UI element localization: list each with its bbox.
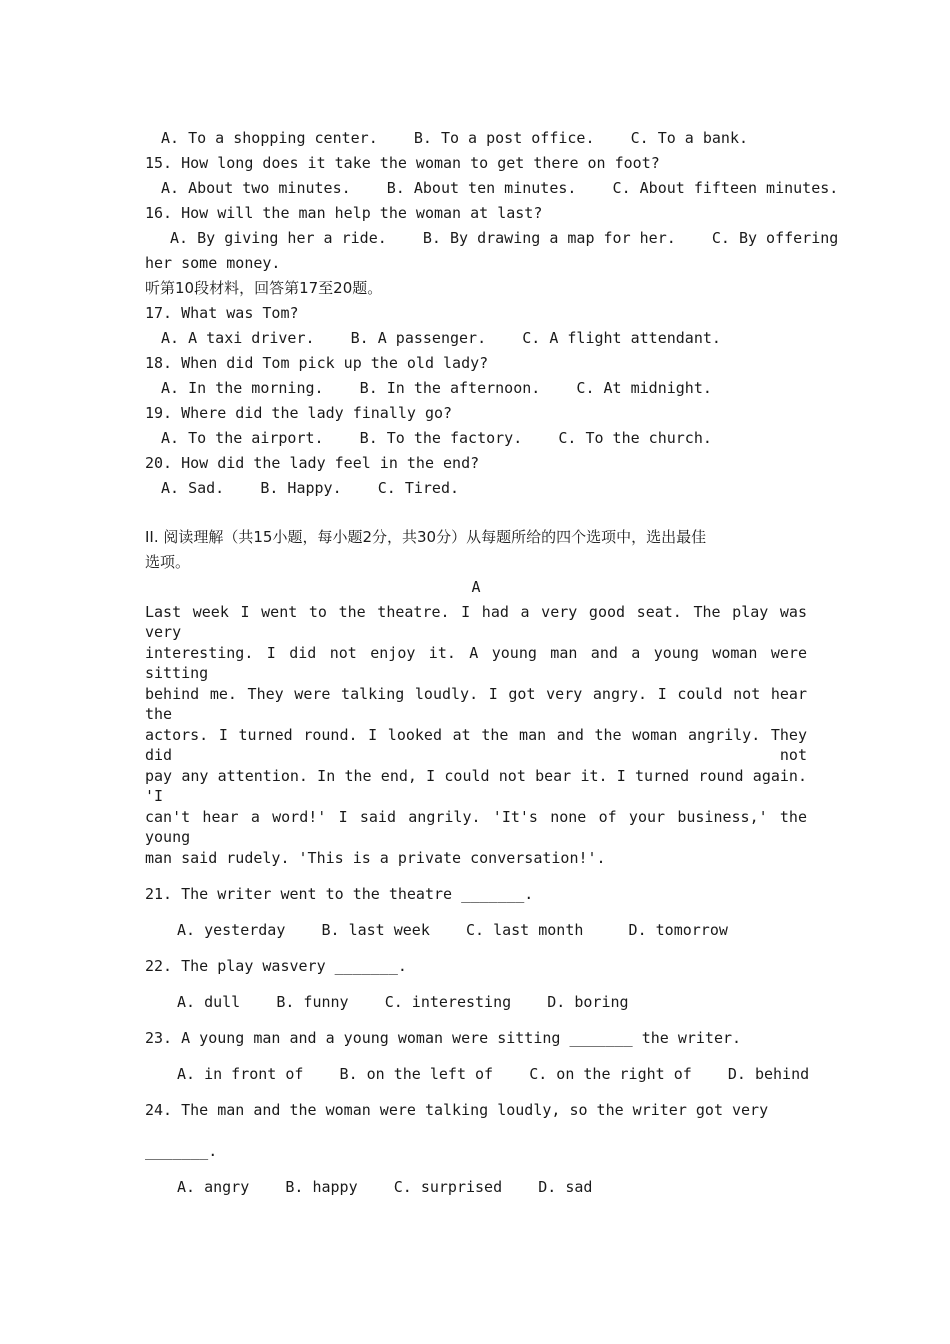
question-17: 17. What was Tom? [145, 304, 299, 322]
passage-label: A [471, 578, 481, 596]
options-24: A. angry B. happy C. surprised D. sad [177, 1178, 593, 1196]
listening-instruction: 听第10段材料，回答第17至20题。 [145, 279, 383, 297]
passage-line: behind me. They were talking loudly. I got very angry. I could not hear the [145, 685, 807, 723]
passage-line: interesting. I did not enjoy it. A young man and a young woman were sitting [145, 644, 807, 682]
question-23: 23. A young man and a young woman were sitting _______ the writer. [145, 1029, 742, 1047]
passage-line: can't hear a word!' I said angrily. 'It's none of your business,' the young [145, 808, 807, 846]
passage-line: pay any attention. In the end, I could not bear it. I turned round again. 'I [145, 767, 807, 805]
question-18: 18. When did Tom pick up the old lady? [145, 354, 489, 372]
passage-line: actors. I turned round. I looked at the man and the woman angrily. They did not [145, 726, 807, 764]
option-line: A. In the morning. B. In the afternoon. C. At midnight. [161, 379, 712, 397]
section-heading: II. 阅读理解（共15小题，每小题2分，共30分）从每题所给的四个选项中，选出最佳 [145, 528, 707, 546]
question-16: 16. How will the man help the woman at last? [145, 204, 543, 222]
question-24-blank: _______. [145, 1142, 218, 1160]
question-22: 22. The play wasvery _______. [145, 957, 407, 975]
question-21: 21. The writer went to the theatre _______. [145, 885, 534, 903]
passage-line-last: man said rudely. 'This is a private conversation!'. [145, 849, 606, 867]
options-22: A. dull B. funny C. interesting D. boring [177, 993, 629, 1011]
question-19: 19. Where did the lady finally go? [145, 404, 453, 422]
option-line: A. A taxi driver. B. A passenger. C. A flight attendant. [161, 329, 721, 347]
option-line: A. By giving her a ride. B. By drawing a map for her. C. By offering [161, 229, 839, 247]
question-24: 24. The man and the woman were talking loudly, so the writer got very [145, 1101, 769, 1119]
option-line-continued: her some money. [145, 254, 281, 272]
options-23: A. in front of B. on the left of C. on the right of D. behind [177, 1065, 810, 1083]
options-21: A. yesterday B. last week C. last month D. tomorrow [177, 921, 728, 939]
passage-line: Last week I went to the theatre. I had a very good seat. The play was very [145, 603, 807, 641]
option-line: A. Sad. B. Happy. C. Tired. [161, 479, 460, 497]
option-line: A. To the airport. B. To the factory. C. To the church. [161, 429, 712, 447]
option-line: A. To a shopping center. B. To a post office. C. To a bank. [161, 129, 748, 147]
option-line: A. About two minutes. B. About ten minutes. C. About fifteen minutes. [161, 179, 839, 197]
question-15: 15. How long does it take the woman to get there on foot? [145, 154, 660, 172]
section-heading-continued: 选项。 [145, 553, 191, 571]
question-20: 20. How did the lady feel in the end? [145, 454, 480, 472]
